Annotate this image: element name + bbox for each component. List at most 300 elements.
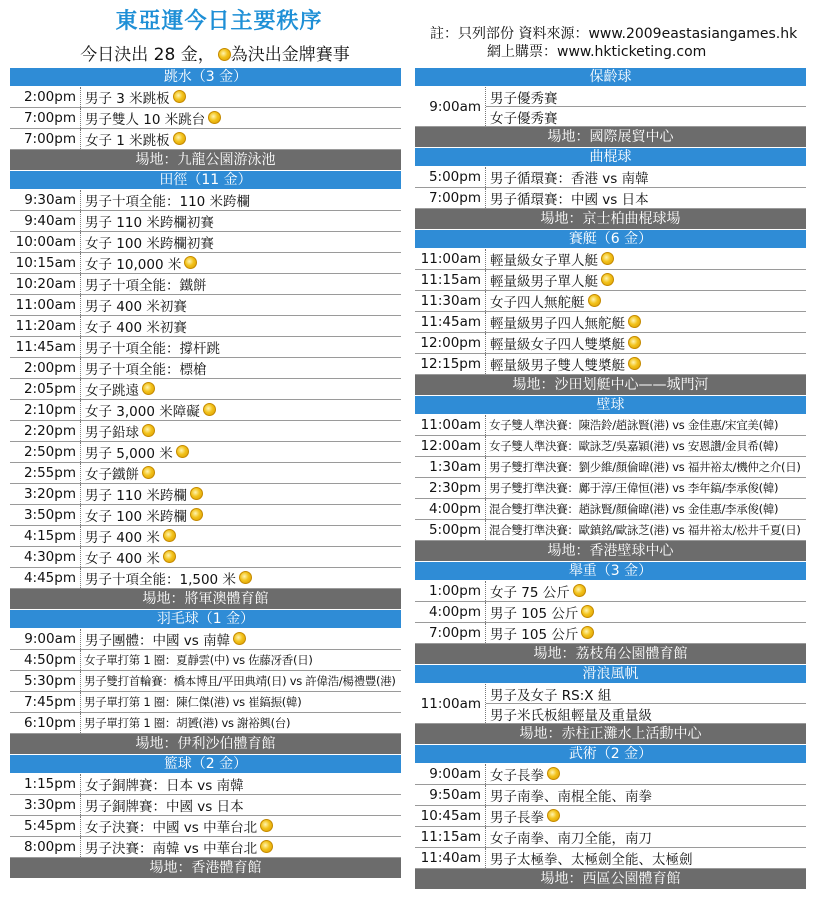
gold-medal-icon xyxy=(573,584,586,597)
venue-label: 場地：赤柱正灘水上活動中心 xyxy=(415,724,806,745)
event-name: 女子 100 米跨欄初賽 xyxy=(85,236,214,252)
event-list xyxy=(81,358,401,378)
sport-header: 跳水（3 金） xyxy=(10,68,401,87)
event-item xyxy=(81,671,401,691)
venue-label: 場地：西區公園體育館 xyxy=(415,869,806,890)
event-list xyxy=(81,190,401,210)
event-item xyxy=(81,774,401,794)
event-item xyxy=(486,764,806,784)
event-item xyxy=(81,692,401,712)
event-list xyxy=(81,421,401,441)
event-name: 男子及女子 RS:X 組 xyxy=(490,687,612,703)
event-item xyxy=(81,295,401,315)
event-time: 4:00pm xyxy=(415,602,486,622)
event-list xyxy=(486,806,806,826)
gold-medal-icon xyxy=(208,111,221,124)
event-name: 混合雙打準決賽：趙詠賢/顏倫暐(港) vs 金佳惠/李承俊(韓) xyxy=(489,502,779,516)
gold-medal-icon xyxy=(142,382,155,395)
event-item xyxy=(81,253,401,273)
event-name: 輕量級男子單人艇 xyxy=(490,274,598,290)
event-name: 女子 10,000 米 xyxy=(85,257,182,273)
page-subtitle xyxy=(50,40,380,65)
event-time: 1:00pm xyxy=(415,581,486,601)
schedule-row xyxy=(415,354,806,375)
sport-header: 賽艇（6 金） xyxy=(415,230,806,249)
event-name: 女子跳遠 xyxy=(85,383,139,399)
event-time: 11:00am xyxy=(415,415,486,435)
schedule-row xyxy=(10,421,401,442)
event-item xyxy=(486,167,806,187)
event-time: 8:00pm xyxy=(10,837,81,857)
schedule-row xyxy=(10,253,401,274)
schedule-row xyxy=(415,436,806,457)
event-time: 2:00pm xyxy=(10,87,81,107)
gold-medal-icon xyxy=(173,90,186,103)
event-time: 2:20pm xyxy=(10,421,81,441)
event-list xyxy=(81,650,401,670)
event-list xyxy=(486,499,806,519)
event-item xyxy=(486,623,806,643)
schedule-row xyxy=(10,484,401,505)
event-name: 男子單打第 1 圈：胡贇(港) vs 謝裕興(台) xyxy=(84,716,291,730)
event-item xyxy=(486,478,806,498)
gold-medal-icon xyxy=(233,632,246,645)
event-time: 3:50pm xyxy=(10,505,81,525)
event-list xyxy=(486,827,806,847)
event-list xyxy=(486,457,806,477)
event-name: 男子優秀賽 xyxy=(490,90,558,106)
schedule-row xyxy=(415,581,806,602)
schedule-row xyxy=(10,629,401,650)
event-list xyxy=(486,312,806,332)
event-name: 男子 105 公斤 xyxy=(490,606,579,622)
event-list xyxy=(81,505,401,525)
venue-label: 場地：國際展貿中心 xyxy=(415,127,806,148)
event-item xyxy=(486,520,806,540)
event-time: 6:10pm xyxy=(10,713,81,733)
event-item xyxy=(81,400,401,420)
event-item xyxy=(81,713,401,733)
gold-medal-icon xyxy=(176,445,189,458)
schedule-row xyxy=(10,692,401,713)
event-item xyxy=(486,827,806,847)
venue-label: 場地：沙田划艇中心——城門河 xyxy=(415,375,806,396)
event-item xyxy=(81,421,401,441)
event-item xyxy=(81,379,401,399)
event-name: 女子雙人準決賽：歐詠芝/吳嘉穎(港) vs 安恩讚/金貝希(韓) xyxy=(489,439,779,453)
event-name: 男子南拳、南棍全能、南拳 xyxy=(490,789,652,805)
event-name: 女子 400 米初賽 xyxy=(85,320,187,336)
venue-label: 場地：伊利沙伯體育館 xyxy=(10,734,401,755)
event-time: 11:00am xyxy=(415,684,486,723)
schedule-row xyxy=(10,713,401,734)
event-item xyxy=(486,703,806,723)
gold-medal-icon xyxy=(547,809,560,822)
event-list xyxy=(81,671,401,691)
gold-medal-icon xyxy=(163,550,176,563)
event-item xyxy=(486,333,806,353)
gold-medal-icon xyxy=(239,571,252,584)
schedule-row xyxy=(415,848,806,869)
event-time: 4:50pm xyxy=(10,650,81,670)
event-name: 女子決賽：中國 vs 中華台北 xyxy=(85,820,258,836)
schedule-row xyxy=(415,167,806,188)
event-name: 男子雙打準決賽：劉少維/顏倫暐(港) vs 福井裕太/機仲之介(日) xyxy=(489,460,801,474)
event-list xyxy=(81,129,401,149)
schedule-row xyxy=(10,295,401,316)
event-list xyxy=(81,837,401,857)
event-time: 2:50pm xyxy=(10,442,81,462)
event-time: 3:30pm xyxy=(10,795,81,815)
gold-medal-icon xyxy=(628,315,641,328)
schedule-row xyxy=(415,249,806,270)
event-name: 男子十項全能：110 米跨欄 xyxy=(85,194,251,210)
venue-label: 場地：九龍公園游泳池 xyxy=(10,150,401,171)
event-name: 男子循環賽：香港 vs 南韓 xyxy=(490,171,649,187)
schedule-row xyxy=(10,837,401,858)
event-name: 男子太極拳、太極劍全能、太極劍 xyxy=(490,852,693,868)
event-time: 10:45am xyxy=(415,806,486,826)
event-list xyxy=(486,354,806,374)
event-list xyxy=(81,629,401,649)
event-name: 女子 1 米跳板 xyxy=(85,133,170,149)
schedule-row xyxy=(10,274,401,295)
venue-label: 場地：將軍澳體育館 xyxy=(10,589,401,610)
event-name: 男子十項全能：撐杆跳 xyxy=(85,341,220,357)
event-time: 10:20am xyxy=(10,274,81,294)
event-item xyxy=(81,526,401,546)
event-item xyxy=(486,436,806,456)
event-time: 4:00pm xyxy=(415,499,486,519)
schedule-row xyxy=(415,827,806,848)
gold-medal-icon xyxy=(628,357,641,370)
event-name: 男子 3 米跳板 xyxy=(85,91,170,107)
event-name: 男子雙人 10 米跳台 xyxy=(85,112,206,128)
schedule-row xyxy=(10,568,401,589)
gold-medal-icon xyxy=(547,767,560,780)
event-time: 11:20am xyxy=(10,316,81,336)
event-item xyxy=(81,358,401,378)
schedule-row xyxy=(415,520,806,541)
event-name: 男子單打第 1 圈：陳仁傑(港) vs 崔鎬振(韓) xyxy=(84,695,302,709)
event-item xyxy=(81,795,401,815)
schedule-row xyxy=(415,87,806,127)
event-list xyxy=(486,581,806,601)
event-item xyxy=(486,106,806,126)
event-list xyxy=(486,684,806,723)
schedule-row xyxy=(415,478,806,499)
event-name: 女子優秀賽 xyxy=(490,110,558,126)
event-list xyxy=(486,785,806,805)
event-name: 女子 3,000 米障礙 xyxy=(85,404,200,420)
schedule-row xyxy=(10,650,401,671)
event-time: 2:10pm xyxy=(10,400,81,420)
event-list xyxy=(81,463,401,483)
page-title: 東亞運今日主要秩序 xyxy=(115,9,323,34)
event-item xyxy=(81,108,401,128)
gold-medal-icon xyxy=(218,48,231,61)
event-item xyxy=(486,87,806,106)
event-time: 11:15am xyxy=(415,827,486,847)
event-time: 10:00am xyxy=(10,232,81,252)
event-time: 11:00am xyxy=(10,295,81,315)
gold-medal-icon xyxy=(581,605,594,618)
schedule-row xyxy=(415,785,806,806)
event-item xyxy=(81,547,401,567)
event-list xyxy=(81,379,401,399)
event-name: 女子 400 米 xyxy=(85,551,160,567)
schedule-row xyxy=(10,463,401,484)
gold-medal-icon xyxy=(142,466,155,479)
gold-medal-icon xyxy=(601,252,614,265)
event-time: 1:30am xyxy=(415,457,486,477)
schedule-row xyxy=(415,312,806,333)
event-time: 7:00pm xyxy=(10,129,81,149)
event-item xyxy=(486,188,806,208)
schedule-row xyxy=(10,190,401,211)
event-name: 女子四人無舵艇 xyxy=(490,295,585,311)
schedule-row xyxy=(10,442,401,463)
event-item xyxy=(81,837,401,857)
event-item xyxy=(486,806,806,826)
event-list xyxy=(486,848,806,868)
sport-header: 籃球（2 金） xyxy=(10,755,401,774)
event-time: 9:00am xyxy=(415,764,486,784)
event-time: 5:00pm xyxy=(415,167,486,187)
event-time: 9:00am xyxy=(10,629,81,649)
sport-header: 羽毛球（1 金） xyxy=(10,610,401,629)
event-name: 男子長拳 xyxy=(490,810,544,826)
event-time: 11:00am xyxy=(415,249,486,269)
schedule-row xyxy=(10,547,401,568)
event-list xyxy=(486,436,806,456)
event-time: 7:00pm xyxy=(10,108,81,128)
gold-medal-icon xyxy=(142,424,155,437)
gold-medal-icon xyxy=(190,487,203,500)
schedule-row xyxy=(10,795,401,816)
event-time: 12:00pm xyxy=(415,333,486,353)
event-time: 2:00pm xyxy=(10,358,81,378)
event-list xyxy=(81,484,401,504)
event-list xyxy=(81,713,401,733)
schedule-row xyxy=(10,379,401,400)
event-name: 輕量級女子四人雙槳艇 xyxy=(490,337,625,353)
event-name: 女子鐵餅 xyxy=(85,467,139,483)
venue-label: 場地：香港壁球中心 xyxy=(415,541,806,562)
schedule-row xyxy=(10,505,401,526)
event-name: 男子 400 米初賽 xyxy=(85,299,187,315)
event-name: 男子 110 米跨欄 xyxy=(85,488,187,504)
schedule-row xyxy=(10,129,401,150)
event-list xyxy=(486,602,806,622)
event-list xyxy=(81,526,401,546)
schedule-row xyxy=(415,602,806,623)
event-list xyxy=(486,520,806,540)
event-list xyxy=(486,764,806,784)
event-time: 7:00pm xyxy=(415,623,486,643)
event-time: 9:30am xyxy=(10,190,81,210)
event-time: 11:40am xyxy=(415,848,486,868)
event-time: 12:15pm xyxy=(415,354,486,374)
event-time: 11:45am xyxy=(10,337,81,357)
event-time: 12:00am xyxy=(415,436,486,456)
event-name: 女子銅牌賽：日本 vs 南韓 xyxy=(85,778,244,794)
event-item xyxy=(81,463,401,483)
event-list xyxy=(486,623,806,643)
event-name: 女子雙人準決賽：陳浩鈴/趙詠賢(港) vs 金佳惠/宋宜美(韓) xyxy=(489,418,779,432)
schedule-row xyxy=(10,316,401,337)
schedule-row xyxy=(10,671,401,692)
sport-header: 田徑（11 金） xyxy=(10,171,401,190)
event-name: 男子決賽：南韓 vs 中華台北 xyxy=(85,841,258,857)
event-time: 9:00am xyxy=(415,87,486,126)
gold-medal-icon xyxy=(588,294,601,307)
event-item xyxy=(81,274,401,294)
subtitle-post: 為決出金牌賽事 xyxy=(230,45,350,65)
event-name: 男子循環賽：中國 vs 日本 xyxy=(490,192,649,208)
event-name: 男子十項全能：1,500 米 xyxy=(85,572,236,588)
event-item xyxy=(486,457,806,477)
right-column xyxy=(415,68,806,890)
event-item xyxy=(81,568,401,588)
event-item xyxy=(81,316,401,336)
event-time: 2:30pm xyxy=(415,478,486,498)
event-name: 男子鉛球 xyxy=(85,425,139,441)
ticketing-note: 網上購票：www.hkticketing.com xyxy=(487,44,707,60)
schedule-row xyxy=(10,358,401,379)
gold-medal-icon xyxy=(203,403,216,416)
event-name: 男子米氏板組輕量及重量級 xyxy=(490,707,652,723)
event-item xyxy=(486,848,806,868)
event-name: 女子 75 公斤 xyxy=(490,585,570,601)
event-name: 女子單打第 1 圈：夏靜雲(中) vs 佐藤冴香(日) xyxy=(84,653,313,667)
sport-header: 曲棍球 xyxy=(415,148,806,167)
event-time: 2:05pm xyxy=(10,379,81,399)
source-note: 註：只列部份 資料來源：www.2009eastasiangames.hk xyxy=(430,26,798,42)
event-item xyxy=(81,629,401,649)
gold-medal-icon xyxy=(601,273,614,286)
schedule-row xyxy=(415,499,806,520)
schedule-row xyxy=(415,764,806,785)
venue-label: 場地：京士柏曲棍球場 xyxy=(415,209,806,230)
event-item xyxy=(486,249,806,269)
schedule-row xyxy=(10,232,401,253)
event-name: 輕量級男子四人無舵艇 xyxy=(490,316,625,332)
event-name: 輕量級男子雙人雙槳艇 xyxy=(490,358,625,374)
event-time: 4:45pm xyxy=(10,568,81,588)
event-list xyxy=(81,816,401,836)
event-time: 5:30pm xyxy=(10,671,81,691)
event-name: 男子銅牌賽：中國 vs 日本 xyxy=(85,799,244,815)
event-item xyxy=(486,785,806,805)
sport-header: 武術（2 金） xyxy=(415,745,806,764)
event-time: 4:15pm xyxy=(10,526,81,546)
event-name: 女子 100 米跨欄 xyxy=(85,509,187,525)
event-item xyxy=(81,190,401,210)
event-item xyxy=(81,337,401,357)
event-name: 男子雙打準決賽：鄺于淳/王偉恒(港) vs 李年鎬/李承俊(韓) xyxy=(489,481,779,495)
sport-header: 滑浪風帆 xyxy=(415,665,806,684)
event-list xyxy=(81,692,401,712)
schedule-row xyxy=(415,684,806,724)
schedule-row xyxy=(415,270,806,291)
event-time: 2:55pm xyxy=(10,463,81,483)
gold-medal-icon xyxy=(628,336,641,349)
event-list xyxy=(81,400,401,420)
event-list xyxy=(81,211,401,231)
event-time: 9:50am xyxy=(415,785,486,805)
event-name: 女子南拳、南刀全能，南刀 xyxy=(490,831,652,847)
event-list xyxy=(81,337,401,357)
event-item xyxy=(81,442,401,462)
event-item xyxy=(486,684,806,703)
schedule-row xyxy=(10,87,401,108)
event-time: 10:15am xyxy=(10,253,81,273)
venue-label: 場地：荔枝角公園體育館 xyxy=(415,644,806,665)
event-list xyxy=(81,108,401,128)
schedule-row xyxy=(415,333,806,354)
event-name: 男子 110 米跨欄初賽 xyxy=(85,215,214,231)
sport-header: 壁球 xyxy=(415,396,806,415)
event-item xyxy=(486,354,806,374)
event-time: 11:15am xyxy=(415,270,486,290)
gold-medal-icon xyxy=(260,819,273,832)
event-item xyxy=(81,484,401,504)
event-list xyxy=(81,232,401,252)
event-list xyxy=(486,478,806,498)
event-item xyxy=(81,232,401,252)
event-name: 輕量級女子單人艇 xyxy=(490,253,598,269)
event-list xyxy=(81,253,401,273)
event-list xyxy=(81,316,401,336)
event-list xyxy=(486,87,806,126)
gold-medal-icon xyxy=(173,132,186,145)
schedule-row xyxy=(10,816,401,837)
event-item xyxy=(486,312,806,332)
event-list xyxy=(81,795,401,815)
schedule-row xyxy=(415,291,806,312)
schedule-row xyxy=(10,337,401,358)
schedule-row xyxy=(10,400,401,421)
event-list xyxy=(81,295,401,315)
schedule-row xyxy=(415,457,806,478)
event-name: 男子十項全能：鐵餅 xyxy=(85,278,207,294)
event-time: 9:40am xyxy=(10,211,81,231)
event-item xyxy=(81,87,401,107)
schedule-row xyxy=(415,806,806,827)
event-item xyxy=(81,505,401,525)
event-time: 11:30am xyxy=(415,291,486,311)
gold-medal-icon xyxy=(184,256,197,269)
event-item xyxy=(486,602,806,622)
event-name: 男子十項全能：標槍 xyxy=(85,362,207,378)
event-name: 男子 105 公斤 xyxy=(490,627,579,643)
event-list xyxy=(81,547,401,567)
subtitle-pre: 今日決出 28 金， xyxy=(80,45,215,65)
event-name: 男子 5,000 米 xyxy=(85,446,173,462)
event-time: 5:00pm xyxy=(415,520,486,540)
gold-medal-icon xyxy=(163,529,176,542)
schedule-row xyxy=(10,211,401,232)
event-list xyxy=(486,415,806,435)
event-time: 11:45am xyxy=(415,312,486,332)
gold-medal-icon xyxy=(260,840,273,853)
event-name: 混合雙打準決賽：歐鎮銘/歐詠芝(港) vs 福井裕太/松井千夏(日) xyxy=(489,523,801,537)
event-list xyxy=(81,274,401,294)
event-list xyxy=(81,87,401,107)
gold-medal-icon xyxy=(190,508,203,521)
schedule-row xyxy=(10,774,401,795)
